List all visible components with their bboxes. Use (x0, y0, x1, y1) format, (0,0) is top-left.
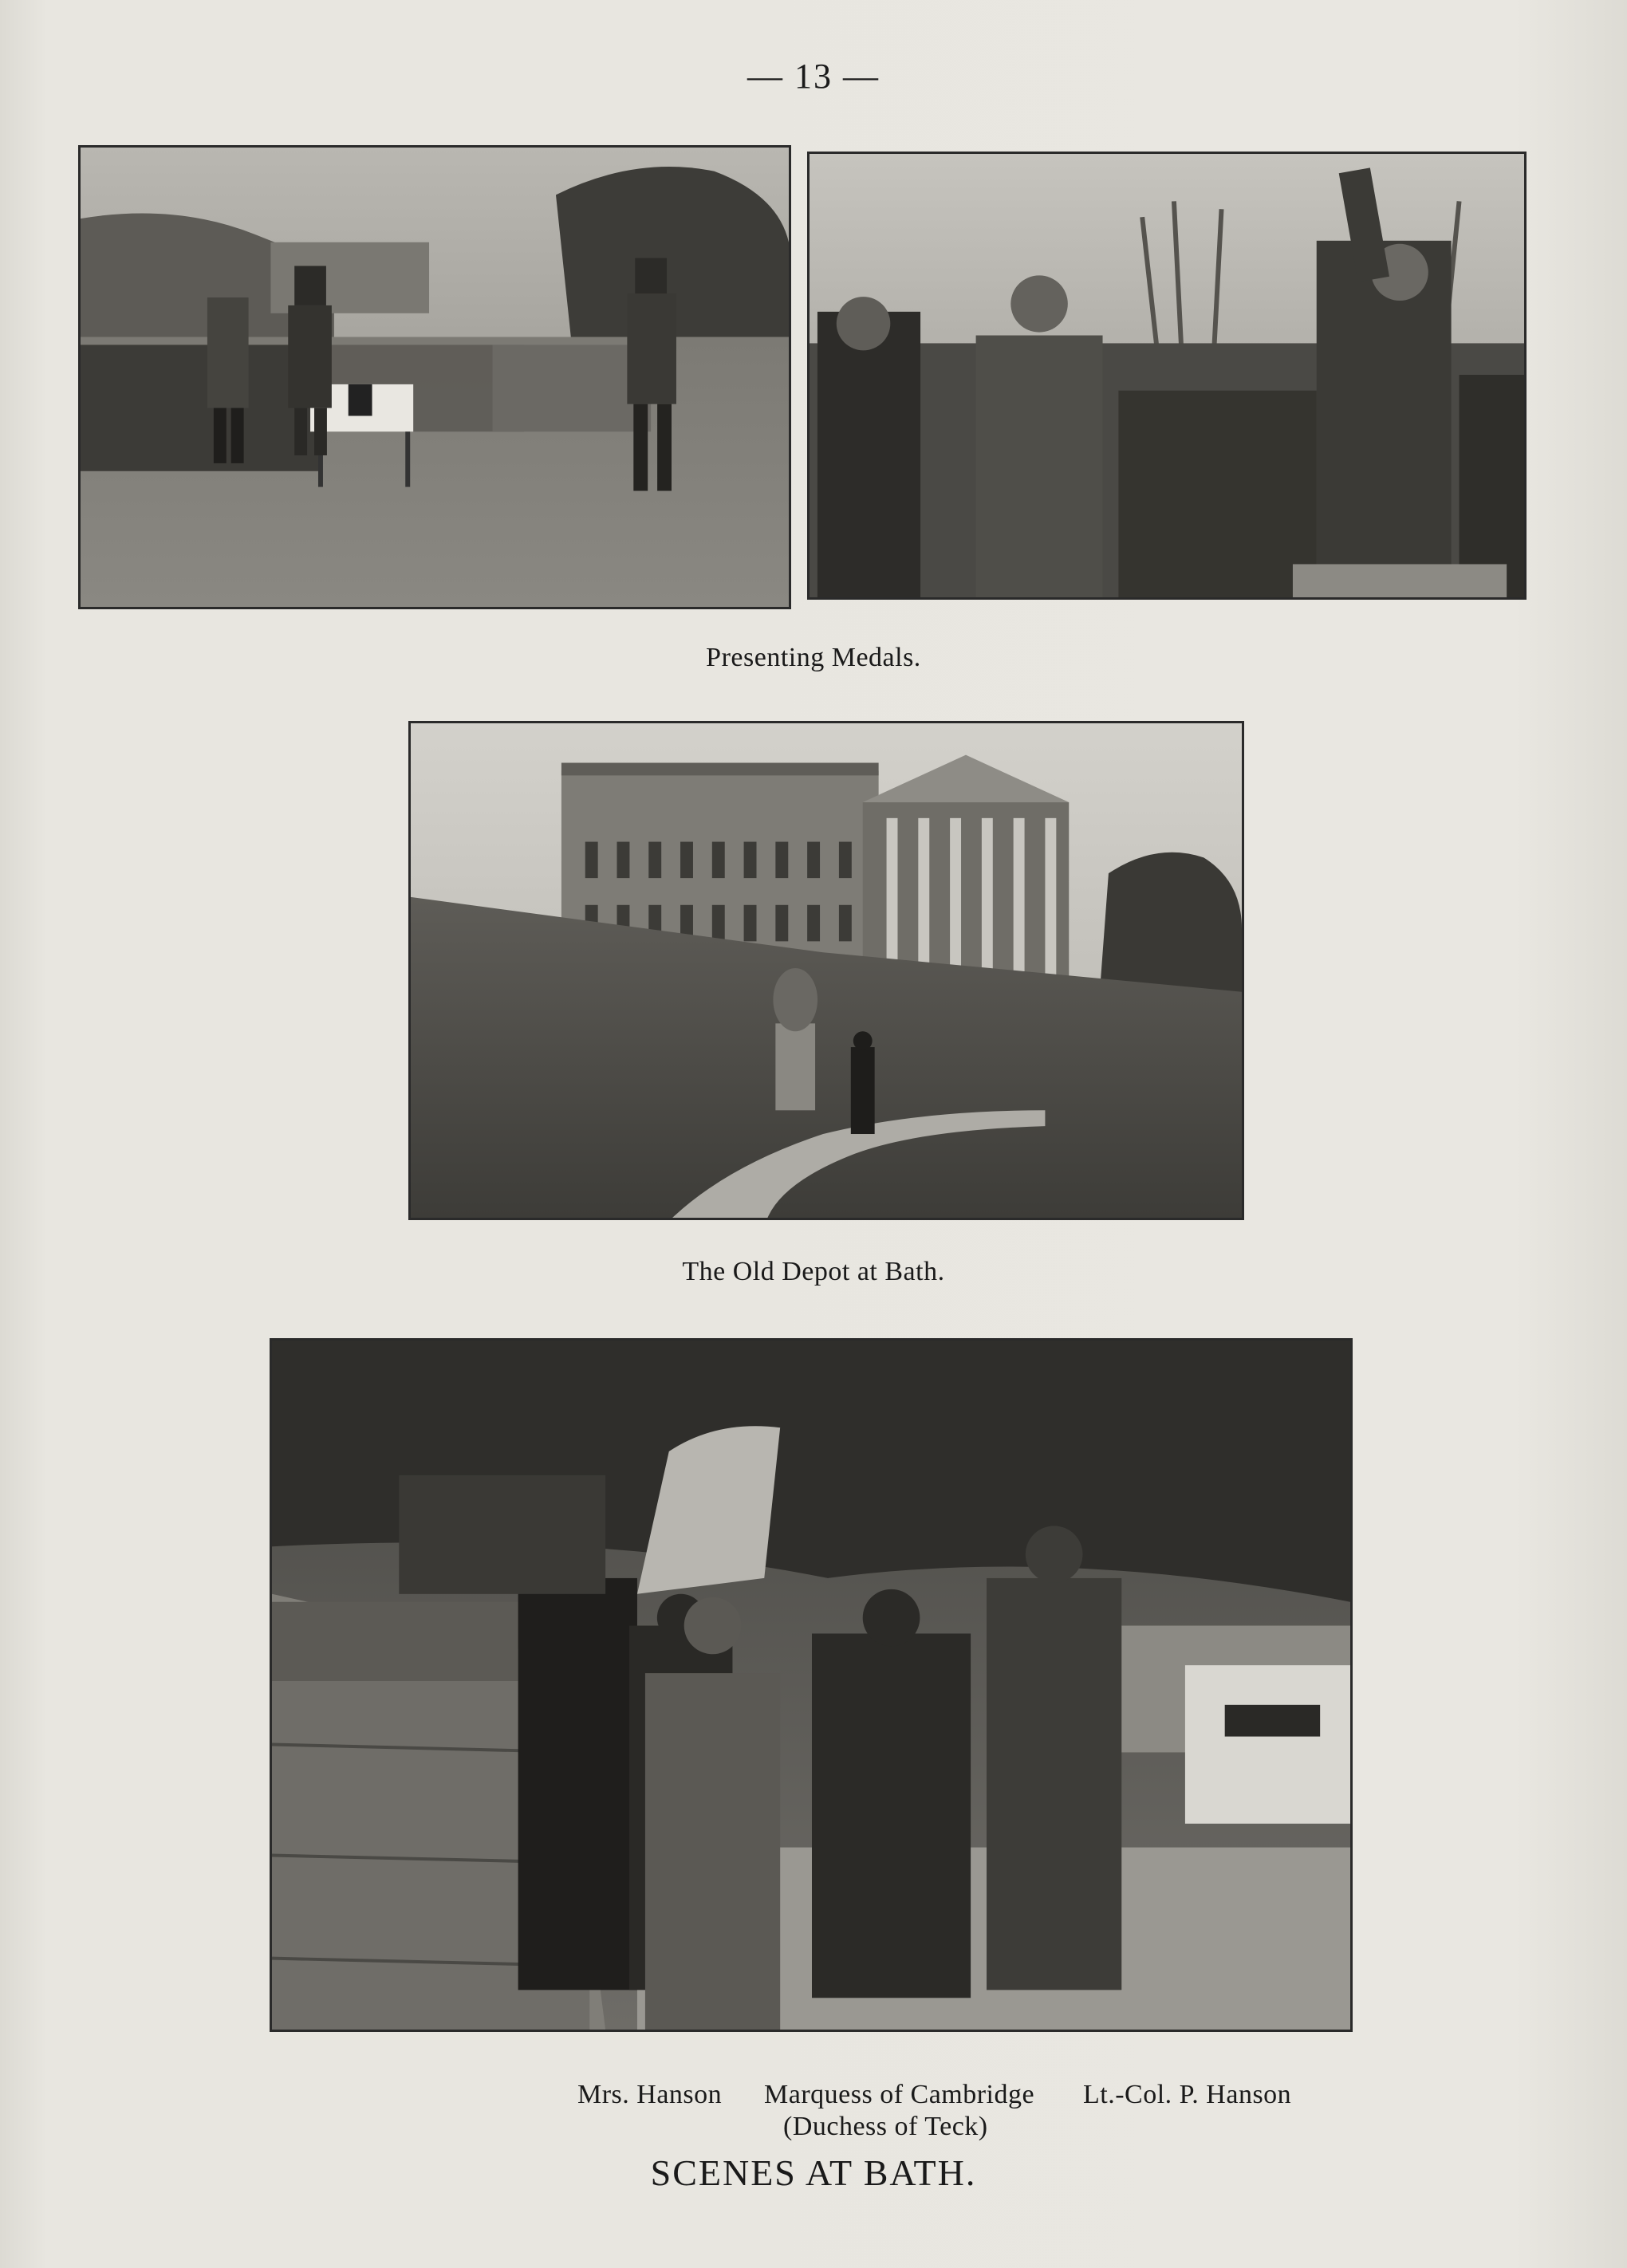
page-number: — 13 — (747, 57, 880, 96)
caption-mrs-hanson: Mrs. Hanson (577, 2080, 723, 2109)
photo-bath-group-image (272, 1341, 1350, 2030)
caption-duchess-of-teck: (Duchess of Teck) (783, 2112, 988, 2141)
photo-medals-left-image (81, 148, 789, 607)
photo-medals-right-image (810, 154, 1524, 597)
page-heading: SCENES AT BATH. (650, 2152, 977, 2193)
photo-old-depot-image (411, 723, 1242, 1218)
caption-presenting-medals: Presenting Medals. (706, 643, 921, 672)
caption-old-depot: The Old Depot at Bath. (682, 1257, 945, 1286)
photo-presenting-medals-right (807, 152, 1527, 600)
photo-bath-group (270, 1338, 1353, 2032)
caption-lt-col-hanson: Lt.-Col. P. Hanson (1083, 2080, 1292, 2109)
photo-old-depot (408, 721, 1244, 1220)
caption-marquess-of-cambridge: Marquess of Cambridge (764, 2080, 1035, 2109)
photo-presenting-medals-left (78, 145, 791, 609)
